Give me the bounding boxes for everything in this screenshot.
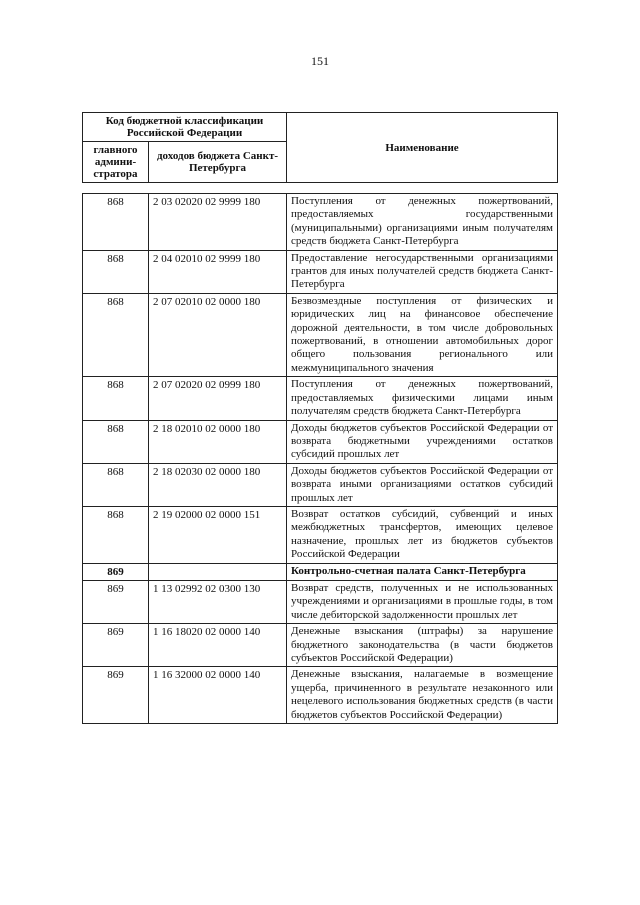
- income-code-cell: 2 07 02010 02 0000 180: [149, 293, 287, 376]
- code-group-header: Код бюджетной классификации Российской Федерации: [83, 113, 287, 142]
- table-row: [83, 580, 558, 623]
- admin-code-cell: 869: [83, 580, 149, 623]
- income-code-cell: 1 13 02992 02 0300 130: [149, 580, 287, 623]
- admin-code-cell: 869: [83, 563, 149, 580]
- income-code-cell: 1 16 18020 02 0000 140: [149, 624, 287, 667]
- admin-code-cell: 868: [83, 506, 149, 563]
- table-row: [83, 194, 558, 251]
- table-row: [83, 293, 558, 376]
- income-code-cell: 1 16 32000 02 0000 140: [149, 667, 287, 724]
- admin-code-cell: 869: [83, 624, 149, 667]
- name-cell: Денежные взыскания, налагаемые в возмещение ущерба, причиненного в результате незаконного или нецелевого использования бюджетных средств (в части бюджетов субъектов Российской Федерации): [287, 667, 558, 724]
- admin-code-cell: 868: [83, 463, 149, 506]
- admin-code-cell: 868: [83, 194, 149, 251]
- income-code-cell: 2 18 02030 02 0000 180: [149, 463, 287, 506]
- name-cell: Доходы бюджетов субъектов Российской Федерации от возврата бюджетными учреждениями остатков субсидий прошлых лет: [287, 420, 558, 463]
- table-row: [83, 506, 558, 563]
- name-column-header: Наименование: [287, 113, 558, 183]
- name-cell: Предоставление негосударственными организациями грантов для иных получателей средств бюджета Санкт-Петербурга: [287, 250, 558, 293]
- admin-code-cell: 868: [83, 293, 149, 376]
- name-cell: Доходы бюджетов субъектов Российской Федерации от возврата иными организациями остатков субсидий прошлых лет: [287, 463, 558, 506]
- table-row: [83, 250, 558, 293]
- income-code-cell: 2 04 02010 02 9999 180: [149, 250, 287, 293]
- income-column-header: доходов бюджета Санкт-Петербурга: [149, 142, 287, 183]
- name-cell: Возврат средств, полученных и не использованных учреждениями и организациями в прошлые годы, в том числе дебиторской задолженности прошлых лет: [287, 580, 558, 623]
- table-row: [83, 563, 558, 580]
- name-cell: Поступления от денежных пожертвований, предоставляемых государственными (муниципальными) организациями иным получателям средств бюджета Санкт-Петербурга: [287, 194, 558, 251]
- name-cell: Денежные взыскания (штрафы) за нарушение бюджетного законодательства (в части бюджетов субъектов Российской Федерации): [287, 624, 558, 667]
- name-cell: Возврат остатков субсидий, субвенций и иных межбюджетных трансфертов, имеющих целевое назначение, прошлых лет из бюджетов субъектов Российской Федерации: [287, 506, 558, 563]
- table-row: [83, 667, 558, 724]
- name-cell: Контрольно-счетная палата Санкт-Петербурга: [287, 563, 558, 580]
- name-cell: Поступления от денежных пожертвований, предоставляемых физическими лицами иным получателям средств бюджета Санкт-Петербурга: [287, 377, 558, 420]
- table-header: [82, 112, 558, 183]
- table-row: [83, 624, 558, 667]
- admin-code-cell: 868: [83, 377, 149, 420]
- admin-column-header: главного админи-стратора: [83, 142, 149, 183]
- income-code-cell: 2 18 02010 02 0000 180: [149, 420, 287, 463]
- admin-code-cell: 868: [83, 420, 149, 463]
- income-code-cell: 2 19 02000 02 0000 151: [149, 506, 287, 563]
- table-row: [83, 420, 558, 463]
- name-cell: Безвозмездные поступления от физических и юридических лиц на финансовое обеспечение дорожной деятельности, в том числе добровольных пожертвований, в отношении автомобильных дорог общего пользования регионального или межмуниципального значения: [287, 293, 558, 376]
- income-code-cell: 2 07 02020 02 0999 180: [149, 377, 287, 420]
- admin-code-cell: 869: [83, 667, 149, 724]
- income-code-cell: 2 03 02020 02 9999 180: [149, 194, 287, 251]
- page-number: 151: [311, 54, 329, 68]
- admin-code-cell: 868: [83, 250, 149, 293]
- income-code-cell: [149, 563, 287, 580]
- table-row: [83, 463, 558, 506]
- table-row: [83, 377, 558, 420]
- budget-table: [82, 193, 558, 724]
